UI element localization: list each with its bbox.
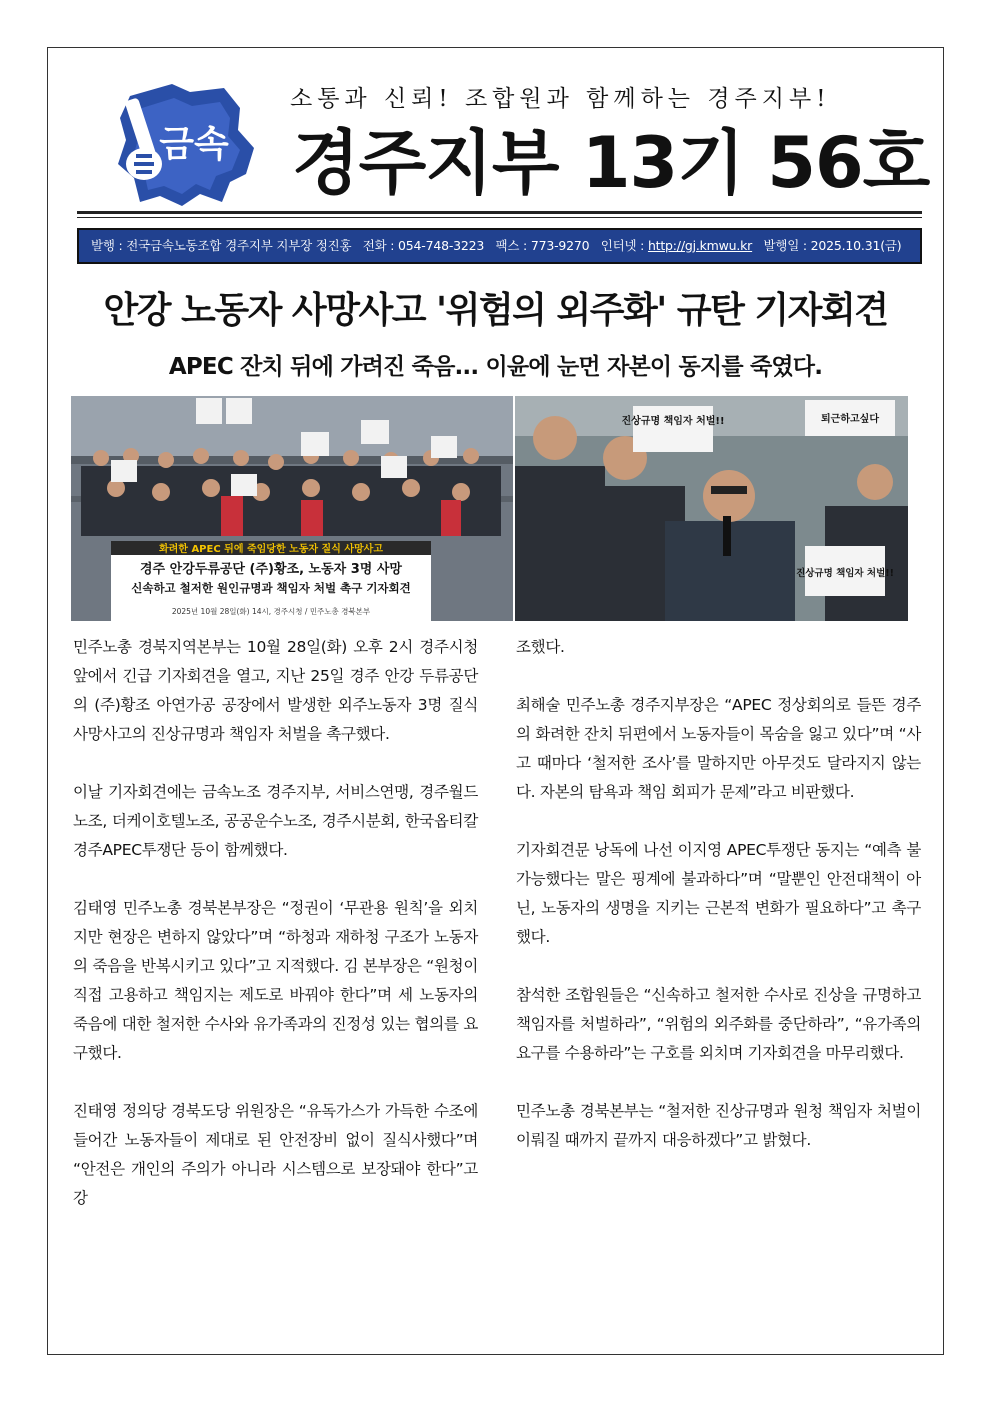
banner-line-4: 2025년 10월 28일(화) 14시, 경주시청 / 민주노총 경북본부 [171,607,371,616]
sign-1-text: 진상규명 책임자 처벌!! [621,416,725,427]
paragraph: 최해술 민주노총 경주지부장은 “APEC 정상회의로 들뜬 경주의 화려한 잔치 뒤편에서 노동자들이 목숨을 잃고 있다”며 “사고 때마다 ‘철저한 조사’를 말하지만 아무것도 달라지지 않는다. 자본의 탐욕과 책임 회피가 문제”라고 비판했다. [516,696,921,801]
masthead-rule-thin [77,217,922,218]
paragraph: 기자회견문 낭독에 나선 이지영 APEC투쟁단 동지는 “예측 불가능했다는 말은 핑계에 불과하다”며 “말뿐인 안전대책이 아닌, 노동자의 생명을 지키는 근본적 변화가 필요하다”고 촉구했다. [516,841,921,946]
publisher-info: 발행 : 전국금속노동조합 경주지부 지부장 정진홍 [91,238,352,253]
paragraph: 참석한 조합원들은 “신속하고 철저한 수사로 진상을 규명하고 책임자를 처벌하라”, “위험의 외주화를 중단하라”, “유가족의 요구를 수용하라”는 구호를 외치며 기자회견을 마무리했다. [516,986,921,1062]
paragraph: 김태영 민주노총 경북본부장은 “정권이 ‘무관용 원칙’을 외치지만 현장은 변하지 않았다”며 “하청과 재하청 구조가 노동자의 죽음을 반복시키고 있다”고 지적했다. 김 본부장은 “원청이 직접 고용하고 책임지는 제도로 바꿔야 한다”며 세 노동자의 죽음에 대한 철저한 수사와 유가족과의 진정성 있는 협의를 요구했다. [73,899,478,1062]
issue-date: 발행일 : 2025.10.31(금) [763,238,902,253]
internet-label: 인터넷 : [600,238,645,253]
fax-info: 팩스 : 773-9270 [495,238,590,253]
publication-info-bar [77,228,922,264]
article-body-left-column [73,633,478,1242]
sign-2-text: 퇴근하고싶다 [821,414,879,425]
sign-3-text: 진상규명 책임자 처벌!! [796,568,894,579]
metal-union-logo-icon [112,78,262,210]
article-body-right-column [516,633,921,1184]
article-subhead: APEC 잔치 뒤에 가려진 죽음... 이윤에 눈먼 자본이 동지를 죽였다. [168,354,823,380]
logo-text: 금속 [159,124,229,165]
paragraph: 이날 기자회견에는 금속노조 경주지부, 서비스연맹, 경주월드노조, 더케이호텔노조, 공공운수노조, 경주시분회, 한국옵티칼경주APEC투쟁단 등이 함께했다. [73,783,478,859]
banner-line-2: 경주 안강두류공단 (주)황조, 노동자 3명 사망 [140,562,402,577]
slogan: 소통과 신뢰! 조합원과 함께하는 경주지부! [290,86,831,112]
article-headline: 안강 노동자 사망사고 '위험의 외주화' 규탄 기자회견 [103,290,888,331]
paragraph: 민주노총 경북지역본부는 10월 28일(화) 오후 2시 경주시청 앞에서 긴급 기자회견을 열고, 지난 25일 경주 안강 두류공단의 (주)황조 아연가공 공장에서 발생한 외주노동자 3명 질식 사망사고의 진상규명과 책임자 처벌을 촉구했다. [73,638,478,743]
banner-line-3: 신속하고 철저한 원인규명과 책임자 처벌 촉구 기자회견 [131,581,411,595]
press-conference-photo [71,396,513,621]
paragraph: 조했다. [516,638,565,656]
masthead-title: 경주지부 13기 56호 [292,122,930,204]
paragraph: 진태영 정의당 경북도당 위원장은 “유독가스가 가득한 수조에 들어간 노동자들이 제대로 된 안전장비 없이 질식사했다”며 “안전은 개인의 주의가 아니라 시스템으로 보장돼야 한다”고 강 [73,1102,478,1207]
paragraph: 민주노총 경북본부는 “철저한 진상규명과 원청 책임자 처벌이 이뤄질 때까지 끝까지 대응하겠다”고 밝혔다. [516,1102,921,1149]
masthead-rule [77,211,922,214]
banner-line-1: 화려한 APEC 뒤에 죽임당한 노동자 질식 사망사고 [158,544,384,555]
speaker-photo [515,396,908,621]
website-link[interactable]: http://gj.kmwu.kr [647,238,753,253]
phone-info: 전화 : 054-748-3223 [362,238,485,253]
